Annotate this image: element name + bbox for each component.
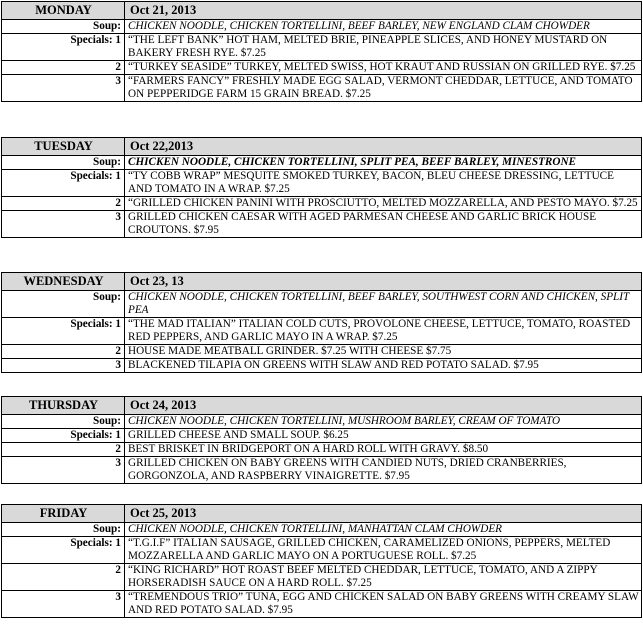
special-row bbox=[2, 345, 642, 359]
day-header bbox=[2, 505, 642, 523]
special-row bbox=[2, 197, 642, 211]
soup-list: CHICKEN NOODLE, CHICKEN TORTELLINI, MUSHROOM BARLEY, CREAM OF TOMATO bbox=[125, 415, 642, 429]
soup-row bbox=[2, 523, 642, 537]
special-row bbox=[2, 591, 642, 618]
special-number: 2 bbox=[2, 443, 125, 457]
special-number: 2 bbox=[2, 564, 125, 591]
soup-row bbox=[2, 156, 642, 170]
day-header bbox=[2, 138, 642, 156]
soup-row bbox=[2, 20, 642, 34]
special-item: “TURKEY SEASIDE” TURKEY, MELTED SWISS, HOT KRAUT AND RUSSIAN ON GRILLED RYE. $7.25 bbox=[125, 61, 642, 75]
menu-day-wednesday bbox=[1, 272, 642, 373]
special-row bbox=[2, 34, 642, 61]
special-row bbox=[2, 359, 642, 373]
specials-label: Specials: 1 bbox=[2, 429, 125, 443]
special-number: 2 bbox=[2, 61, 125, 75]
soup-label: Soup: bbox=[2, 291, 125, 318]
special-item: “T.G.I.F” ITALIAN SAUSAGE, GRILLED CHICKEN, CARAMELIZED ONIONS, PEPPERS, MELTED MOZZARELLA AND GARLIC MAYO ON A PORTUGUESE ROLL. $7.25 bbox=[125, 537, 642, 564]
soup-list: CHICKEN NOODLE, CHICKEN TORTELLINI, BEEF BARLEY, NEW ENGLAND CLAM CHOWDER bbox=[125, 20, 642, 34]
special-item: “THE LEFT BANK” HOT HAM, MELTED BRIE, PINEAPPLE SLICES, AND HONEY MUSTARD ON BAKERY FRESH RYE. $7.25 bbox=[125, 34, 642, 61]
special-item: “KING RICHARD” HOT ROAST BEEF MELTED CHEDDAR, LETTUCE, TOMATO, AND A ZIPPY HORSERADISH SAUCE ON A HARD ROLL. $7.25 bbox=[125, 564, 642, 591]
soup-label: Soup: bbox=[2, 523, 125, 537]
day-date: Oct 21, 2013 bbox=[125, 2, 642, 20]
special-row bbox=[2, 564, 642, 591]
special-row bbox=[2, 429, 642, 443]
soup-list: CHICKEN NOODLE, CHICKEN TORTELLINI, SPLIT PEA, BEEF BARLEY, MINESTRONE bbox=[125, 156, 642, 170]
soup-label: Soup: bbox=[2, 156, 125, 170]
special-row bbox=[2, 457, 642, 484]
special-item: GRILLED CHICKEN CAESAR WITH AGED PARMESAN CHEESE AND GARLIC BRICK HOUSE CROUTONS. $7.95 bbox=[125, 211, 642, 238]
specials-label: Specials: 1 bbox=[2, 537, 125, 564]
menu-day-friday bbox=[1, 504, 642, 618]
special-item: “GRILLED CHICKEN PANINI WITH PROSCIUTTO, MELTED MOZZARELLA, AND PESTO MAYO. $7.25 bbox=[125, 197, 642, 211]
menu-day-tuesday bbox=[1, 137, 642, 238]
special-number: 3 bbox=[2, 457, 125, 484]
day-name: FRIDAY bbox=[2, 505, 125, 523]
day-date: Oct 25, 2013 bbox=[125, 505, 642, 523]
day-name: THURSDAY bbox=[2, 397, 125, 415]
day-name: MONDAY bbox=[2, 2, 125, 20]
day-header bbox=[2, 397, 642, 415]
special-row bbox=[2, 537, 642, 564]
specials-label: Specials: 1 bbox=[2, 318, 125, 345]
special-number: 2 bbox=[2, 345, 125, 359]
soup-list: CHICKEN NOODLE, CHICKEN TORTELLINI, BEEF BARLEY, SOUTHWEST CORN AND CHICKEN, SPLIT PEA bbox=[125, 291, 642, 318]
special-item: BEST BRISKET IN BRIDGEPORT ON A HARD ROLL WITH GRAVY. $8.50 bbox=[125, 443, 642, 457]
special-number: 3 bbox=[2, 591, 125, 618]
special-item: HOUSE MADE MEATBALL GRINDER. $7.25 WITH CHEESE $7.75 bbox=[125, 345, 642, 359]
day-header bbox=[2, 2, 642, 20]
soup-row bbox=[2, 291, 642, 318]
day-date: Oct 23, 13 bbox=[125, 273, 642, 291]
special-item: “TY COBB WRAP” MESQUITE SMOKED TURKEY, BACON, BLEU CHEESE DRESSING, LETTUCE AND TOMATO IN A WRAP. $7.25 bbox=[125, 170, 642, 197]
day-date: Oct 22,2013 bbox=[125, 138, 642, 156]
soup-row bbox=[2, 415, 642, 429]
special-item: GRILLED CHEESE AND SMALL SOUP. $6.25 bbox=[125, 429, 642, 443]
special-row bbox=[2, 61, 642, 75]
special-number: 3 bbox=[2, 211, 125, 238]
special-row bbox=[2, 443, 642, 457]
menu-day-thursday bbox=[1, 396, 642, 484]
special-number: 3 bbox=[2, 359, 125, 373]
special-number: 3 bbox=[2, 75, 125, 102]
special-row bbox=[2, 211, 642, 238]
specials-label: Specials: 1 bbox=[2, 34, 125, 61]
special-row bbox=[2, 170, 642, 197]
special-item: BLACKENED TILAPIA ON GREENS WITH SLAW AND RED POTATO SALAD. $7.95 bbox=[125, 359, 642, 373]
special-item: “TREMENDOUS TRIO” TUNA, EGG AND CHICKEN SALAD ON BABY GREENS WITH CREAMY SLAW AND RED POTATO SALAD. $7.95 bbox=[125, 591, 642, 618]
day-name: WEDNESDAY bbox=[2, 273, 125, 291]
soup-list: CHICKEN NOODLE, CHICKEN TORTELLINI, MANHATTAN CLAM CHOWDER bbox=[125, 523, 642, 537]
day-header bbox=[2, 273, 642, 291]
special-row bbox=[2, 75, 642, 102]
menu-day-monday bbox=[1, 1, 642, 102]
soup-label: Soup: bbox=[2, 415, 125, 429]
special-number: 2 bbox=[2, 197, 125, 211]
day-name: TUESDAY bbox=[2, 138, 125, 156]
special-item: “THE MAD ITALIAN” ITALIAN COLD CUTS, PROVOLONE CHEESE, LETTUCE, TOMATO, ROASTED RED PEPPERS, AND GARLIC MAYO IN A WRAP. $7.25 bbox=[125, 318, 642, 345]
soup-label: Soup: bbox=[2, 20, 125, 34]
special-row bbox=[2, 318, 642, 345]
day-date: Oct 24, 2013 bbox=[125, 397, 642, 415]
specials-label: Specials: 1 bbox=[2, 170, 125, 197]
special-item: GRILLED CHICKEN ON BABY GREENS WITH CANDIED NUTS, DRIED CRANBERRIES, GORGONZOLA, AND RASPBERRY VINAIGRETTE. $7.95 bbox=[125, 457, 642, 484]
special-item: “FARMERS FANCY” FRESHLY MADE EGG SALAD, VERMONT CHEDDAR, LETTUCE, AND TOMATO ON PEPPERIDGE FARM 15 GRAIN BREAD. $7.25 bbox=[125, 75, 642, 102]
